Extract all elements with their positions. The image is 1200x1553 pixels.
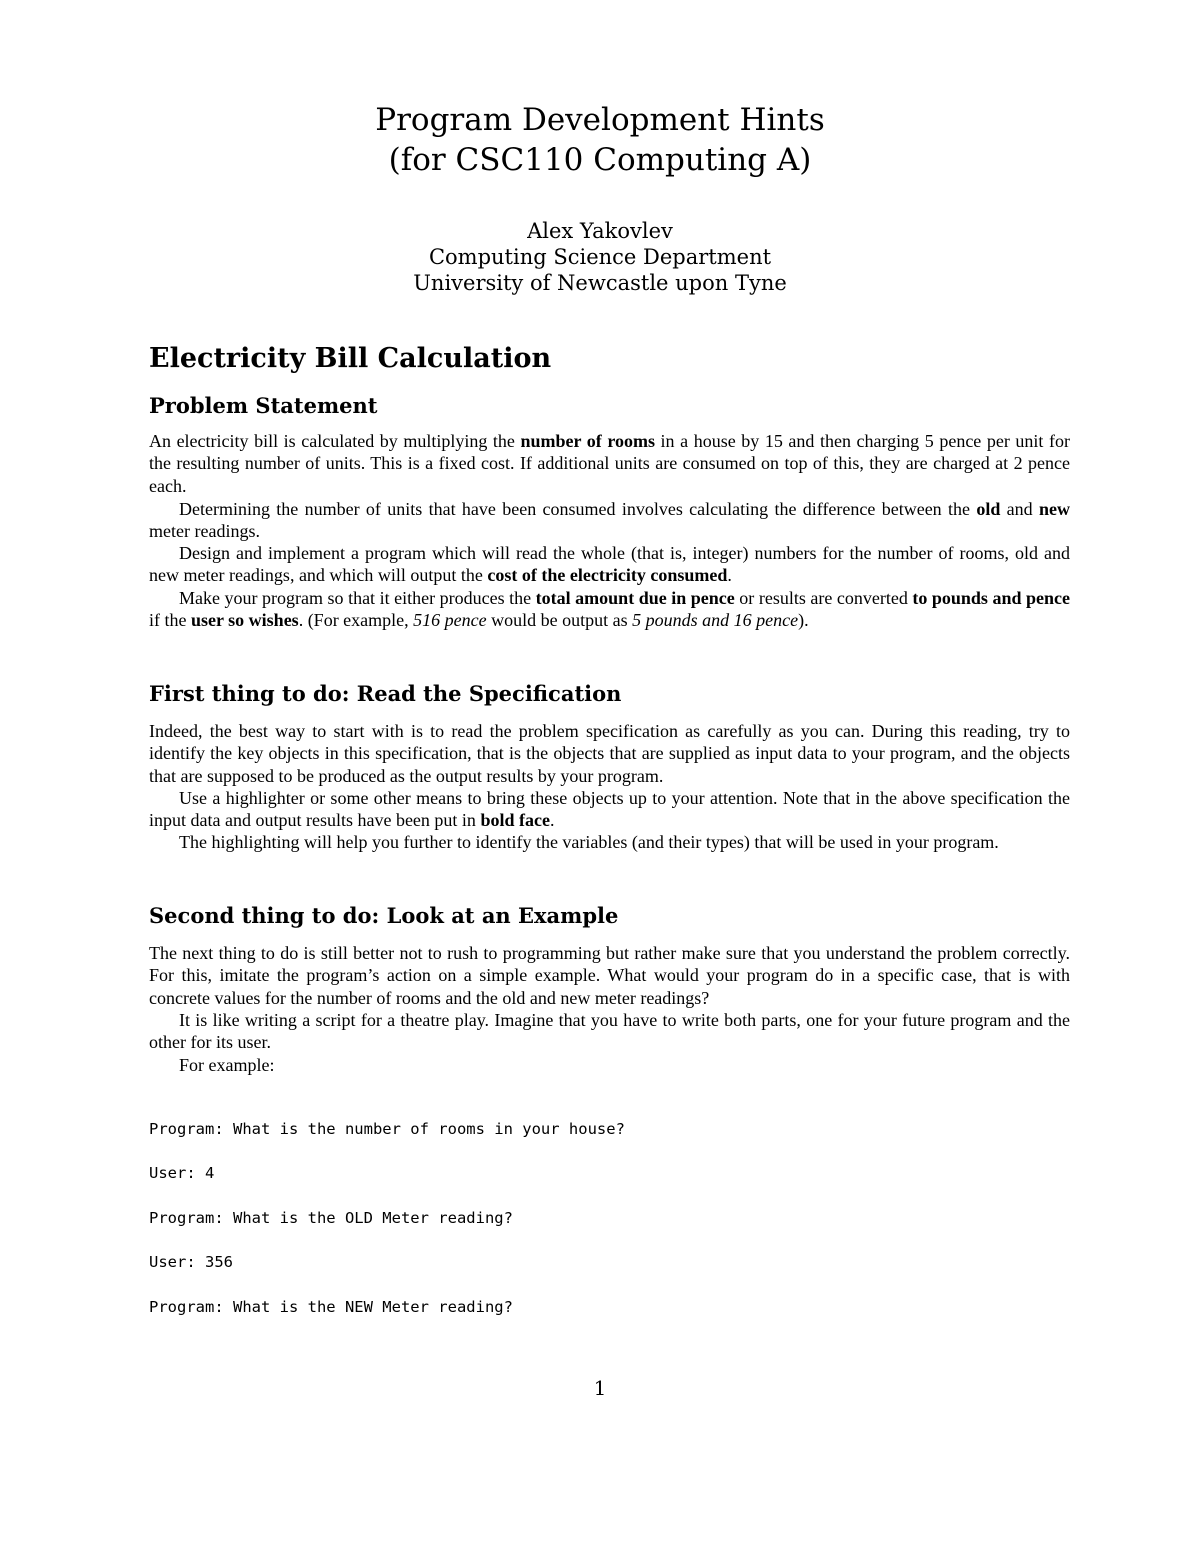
spec-paragraph-1: Indeed, the best way to start with is to read the problem specification as carefully as you can. During this reading, try to identify the key objects in this specification, that is the objects that are supplied as input data to your program, and the objects that are supposed to be produced as the output results by your program.	[149, 721, 1070, 786]
example-paragraph-1: The next thing to do is still better not to rush to programming but rather make sure that you understand the problem correctly. For this, imitate the program’s action on a simple example. What would your program do in a specific case, that is with concrete values for the number of rooms and the old and new meter readings?	[149, 943, 1070, 1008]
doc-title-line2: (for CSC110 Computing A)	[388, 142, 812, 178]
dialog-line: User: 356	[149, 1253, 233, 1271]
dialog-line: Program: What is the number of rooms in your house?	[149, 1120, 625, 1138]
author-name: Alex Yakovlev	[527, 219, 673, 243]
dialog-line: Program: What is the NEW Meter reading?	[149, 1298, 513, 1316]
problem-paragraph-3: Design and implement a program which will read the whole (that is, integer) numbers for the number of rooms, old and new meter readings, and which will output the cost of the electricity consumed.	[149, 543, 1070, 586]
doc-title-line1: Program Development Hints	[375, 102, 825, 138]
subsection-problem-statement: Problem Statement	[149, 393, 378, 418]
problem-paragraph-4: Make your program so that it either produces the total amount due in pence or results are converted to pounds and pence if the user so wishes. (For example, 516 pence would be output as 5 pounds and 16 pence).	[149, 588, 1070, 631]
example-paragraph-2: It is like writing a script for a theatre play. Imagine that you have to write both parts, one for your future program and the other for its user.	[149, 1010, 1070, 1053]
problem-paragraph-1: An electricity bill is calculated by multiplying the number of rooms in a house by 15 and then charging 5 pence per unit for the resulting number of units. This is a fixed cost. If additional units are consumed on top of this, they are charged at 2 pence each.	[149, 431, 1070, 496]
subsection-look-at-example: Second thing to do: Look at an Example	[149, 903, 619, 928]
page-number: 1	[593, 1376, 607, 1400]
section-title: Electricity Bill Calculation	[149, 343, 552, 374]
dialog-line: Program: What is the OLD Meter reading?	[149, 1209, 513, 1227]
subsection-read-specification: First thing to do: Read the Specification	[149, 681, 622, 706]
dialog-line: User: 4	[149, 1164, 215, 1182]
problem-paragraph-2: Determining the number of units that have been consumed involves calculating the difference between the old and new meter readings.	[149, 499, 1070, 542]
example-paragraph-3: For example:	[179, 1055, 275, 1075]
author-department: Computing Science Department	[428, 245, 772, 269]
spec-paragraph-3: The highlighting will help you further to identify the variables (and their types) that will be used in your program.	[179, 832, 999, 852]
spec-paragraph-2: Use a highlighter or some other means to bring these objects up to your attention. Note that in the above specification the input data and output results have been put in bold face.	[149, 788, 1070, 831]
author-university: University of Newcastle upon Tyne	[413, 271, 787, 295]
